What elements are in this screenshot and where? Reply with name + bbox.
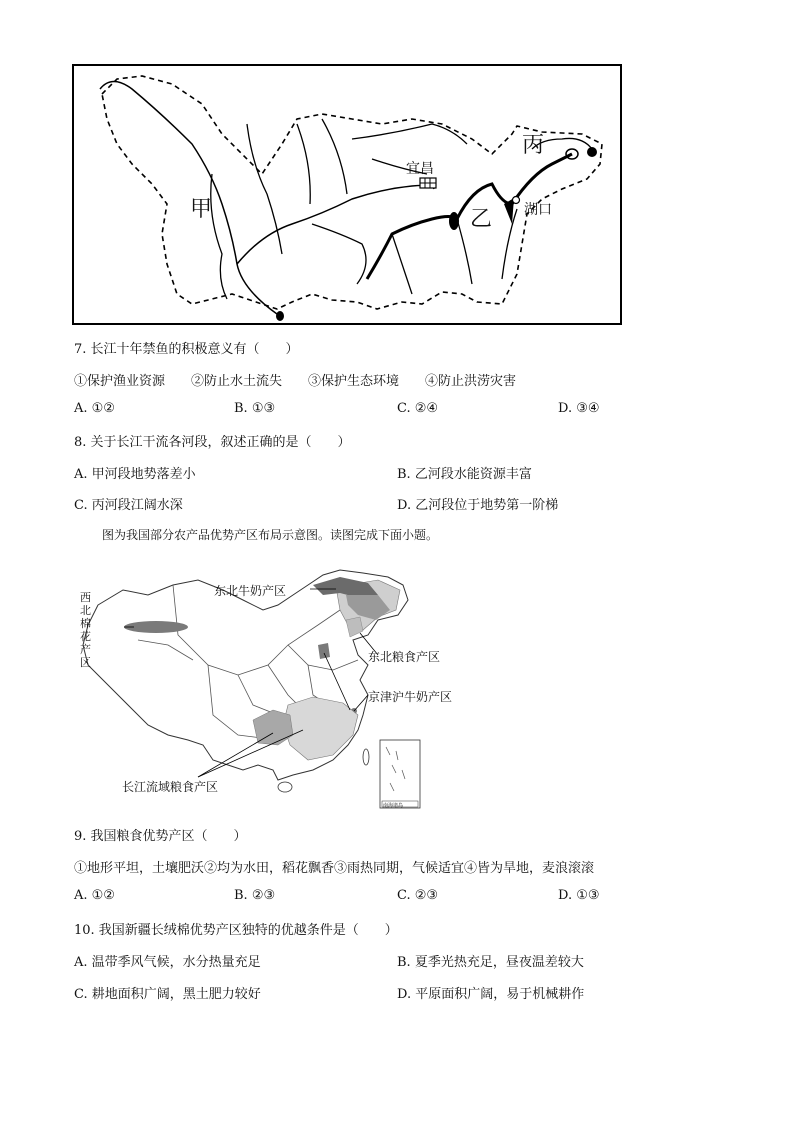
q9-items: ①地形平坦，土壤肥沃②均为水田，稻花飘香③雨热同期，气候适宜④皆为旱地，麦浪滚滚 — [74, 861, 595, 876]
q9-stem: 9. 我国粮食优势产区（ ） — [74, 829, 247, 844]
q9-option-c[interactable]: C. ②③ — [397, 888, 439, 903]
q8-option-c[interactable]: C. 丙河段江阔水深 — [74, 498, 183, 513]
q8-stem: 8. 关于长江干流各河段，叙述正确的是（ ） — [74, 435, 351, 450]
q10-option-a[interactable]: A. 温带季风气候，水分热量充足 — [74, 955, 261, 970]
q7-items: ①保护渔业资源 ②防止水土流失 ③保护生态环境 ④防止洪涝灾害 — [74, 374, 517, 389]
q9-option-a[interactable]: A. ①② — [74, 888, 115, 903]
q9-option-b[interactable]: B. ②③ — [234, 888, 276, 903]
q7-option-c[interactable]: C. ②④ — [397, 401, 439, 416]
q9-option-d[interactable]: D. ①③ — [558, 888, 600, 903]
q10-option-d[interactable]: D. 平原面积广阔，易于机械耕作 — [397, 987, 585, 1002]
label-northeast-milk: 东北牛奶产区 — [214, 584, 287, 598]
label-jia: 甲 — [190, 197, 213, 222]
q10-option-c[interactable]: C. 耕地面积广阔，黑土肥力较好 — [74, 987, 261, 1002]
china-agri-map — [78, 565, 478, 815]
label-northwest-cotton: 西北棉花产区 — [80, 591, 91, 669]
yangtze-map-graphic — [72, 64, 622, 325]
q7-option-b[interactable]: B. ①③ — [234, 401, 276, 416]
label-bing: 丙 — [522, 133, 545, 158]
label-northeast-grain: 东北粮食产区 — [368, 650, 441, 664]
q8-option-a[interactable]: A. 甲河段地势落差小 — [74, 467, 196, 482]
yangtze-basin-map — [72, 64, 622, 325]
label-hukou: 湖口 — [524, 202, 552, 218]
q7-stem: 7. 长江十年禁鱼的积极意义有（ ） — [74, 342, 299, 357]
label-yi: 乙 — [470, 207, 493, 232]
q8-option-b[interactable]: B. 乙河段水能资源丰富 — [397, 467, 532, 482]
map2-intro: 图为我国部分农产品优势产区布局示意图。读图完成下面小题。 — [102, 528, 439, 542]
label-inset: 南海诸岛 — [383, 803, 404, 809]
q7-option-d[interactable]: D. ③④ — [558, 401, 600, 416]
q7-option-a[interactable]: A. ①② — [74, 401, 115, 416]
label-yichang: 宜昌 — [406, 161, 434, 177]
q8-option-d[interactable]: D. 乙河段位于地势第一阶梯 — [397, 498, 559, 513]
q10-option-b[interactable]: B. 夏季光热充足，昼夜温差较大 — [397, 955, 584, 970]
label-yangtze-grain: 长江流域粮食产区 — [122, 780, 219, 794]
q10-stem: 10. 我国新疆长绒棉优势产区独特的优越条件是（ ） — [74, 923, 398, 938]
label-jingjinhu-milk: 京津沪牛奶产区 — [368, 690, 453, 704]
